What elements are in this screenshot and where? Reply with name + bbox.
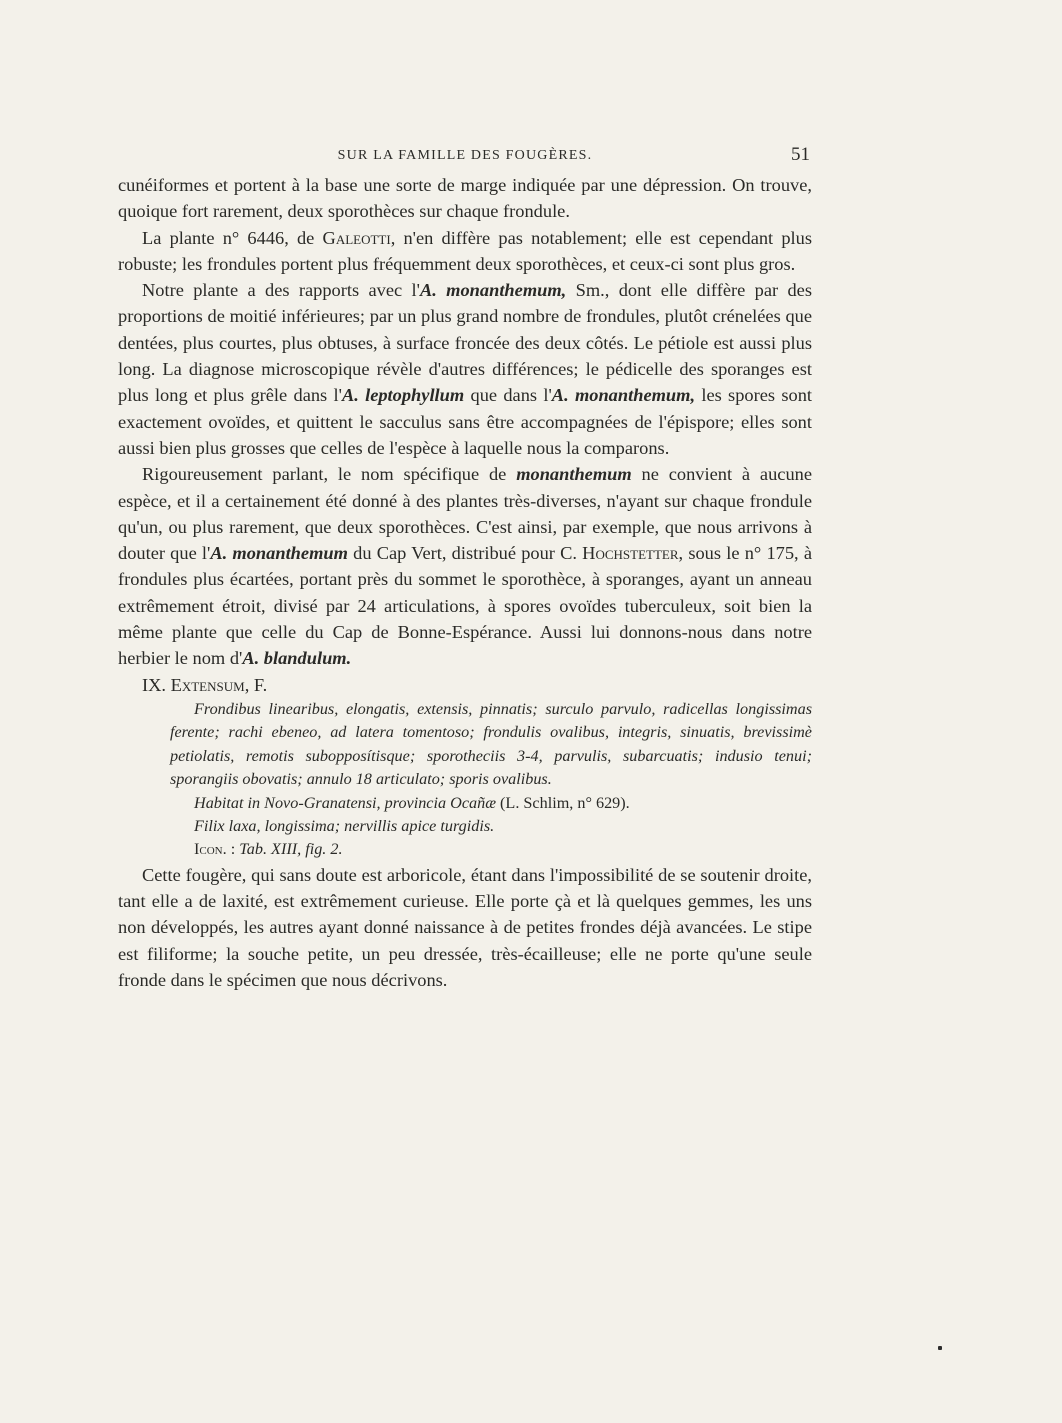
plate-reference: Tab. XIII, fig. 2. [239, 840, 343, 859]
text-run: Cette fougère, qui sans doute est arboricole, étant dans l'impossibilité de se soutenir droite, tant elle a de laxité, est extrêmement curieuse. Elle porte çà et là quelques gemmes, les uns non développés, les autres ayant donné naissance à de petites frondes déjà avancées. Le stipe est filiforme; la souche petite, un peu dressée, très-écailleuse; elle ne porte qu'une seule fronde dans le spécimen que nous décrivons. [118, 864, 812, 990]
text-run: , sous le n° 175, à frondules plus écartées, portant près du sommet le sporothèce, à sporanges, ayant un anneau extrêmement étroit, divisé par 24 articulations, à spores ovoïdes tuberculeux, soit bien la même plante que celle du Cap de Bonne-Espérance. Aussi lui donnons-nous dans notre herbier le nom d' [118, 543, 812, 669]
paragraph-4 [118, 461, 812, 671]
icon-separator: : [226, 840, 240, 859]
text-run: Notre plante a des rapports avec l' [142, 280, 420, 301]
taxon-name: A. blandulum. [242, 648, 352, 669]
species-author: , F. [244, 674, 268, 695]
page-number: 51 [791, 144, 810, 165]
latin-diagnosis: Frondibus linearibus, elongatis, extensis, pinnatis; surculo parvulo, radicellas longissimas ferente; rachi ebeneo, ad latera tomentoso; frondulis ovalibus, integris, sinuatis, brevissimè petiolatis, remotis subopposítisque; sporotheciis 3-4, parvulis, subarcuatis; indusio tenui; sporangiis obovatis; annulo 18 articulato; sporis ovalibus. [170, 699, 812, 789]
species-number: IX. [142, 674, 171, 695]
taxon-name: monanthemum [516, 464, 632, 485]
text-run: , n'en diffère pas notablement; elle est cependant plus robuste; les frondules portent plus fréquemment deux sporothèces, et ceux-ci sont plus gros. [118, 227, 813, 274]
author-name: Hochstetter [582, 543, 679, 564]
taxon-name: A. monanthemum [210, 543, 348, 564]
taxon-name: A. monanthemum, [551, 385, 696, 406]
text-run: ne convient à aucune espèce, et il a certainement été donné à des plantes très-diverses, n'ayant sur chaque frondule qu'un, ou plus rarement, que deux sporothèces. C'est ainsi, par exemple, que nous arrivons à douter que l' [118, 464, 812, 564]
body-text [118, 172, 812, 993]
taxon-name: A. monanthemum, [419, 280, 567, 301]
icon-reference [118, 838, 812, 861]
taxon-name: A. leptophyllum [341, 385, 465, 406]
species-heading [118, 672, 812, 698]
paragraph-5 [118, 862, 812, 993]
ink-speck [938, 1346, 942, 1350]
text-run: cunéiformes et portent à la base une sorte de marge indiquée par une dépression. On trouve, quoique fort rarement, deux sporothèces sur chaque frondule. [118, 175, 812, 222]
text-run: que dans l' [464, 385, 552, 406]
habitat-line [118, 792, 812, 815]
habitat-text: Habitat in Novo-Granatensi, provincia Ocañæ [194, 793, 496, 812]
text-run: La plante n° 6446, de [142, 227, 323, 248]
author-name: Galeotti [322, 227, 391, 248]
paragraph-3 [118, 277, 812, 461]
text-run: Sm., dont elle diffère par des proportions de moitié inférieures; par un plus grand nombre de frondules, plutôt crénelées que dentées, plus courtes, plus obtuses, à surface froncée des deux côtés. Le pétiole est aussi plus long. La diagnose microscopique révèle d'autres différences; le pédicelle des sporanges est plus long et plus grêle dans l' [118, 280, 812, 406]
text-run: du Cap Vert, distribué pour C. [347, 543, 583, 564]
paragraph-1 [118, 172, 812, 225]
filix-description: Filix laxa, longissima; nervillis apice turgidis. [194, 816, 495, 835]
running-head [118, 144, 812, 168]
text-run: Rigoureusement parlant, le nom spécifique de [142, 464, 517, 485]
species-name: Extensum [170, 674, 245, 695]
icon-label: Icon. [194, 840, 227, 859]
running-title: SUR LA FAMILLE DES FOUGÈRES. [337, 148, 593, 163]
text-run: les spores sont exactement ovoïdes, et quittent le sacculus sans être accompagnées de l'épispore; elles sont aussi bien plus grosses que celles de l'espèce à laquelle nous la comparons. [118, 385, 813, 458]
collector-ref: (L. Schlim, n° 629). [496, 793, 630, 812]
paragraph-2 [118, 225, 812, 278]
